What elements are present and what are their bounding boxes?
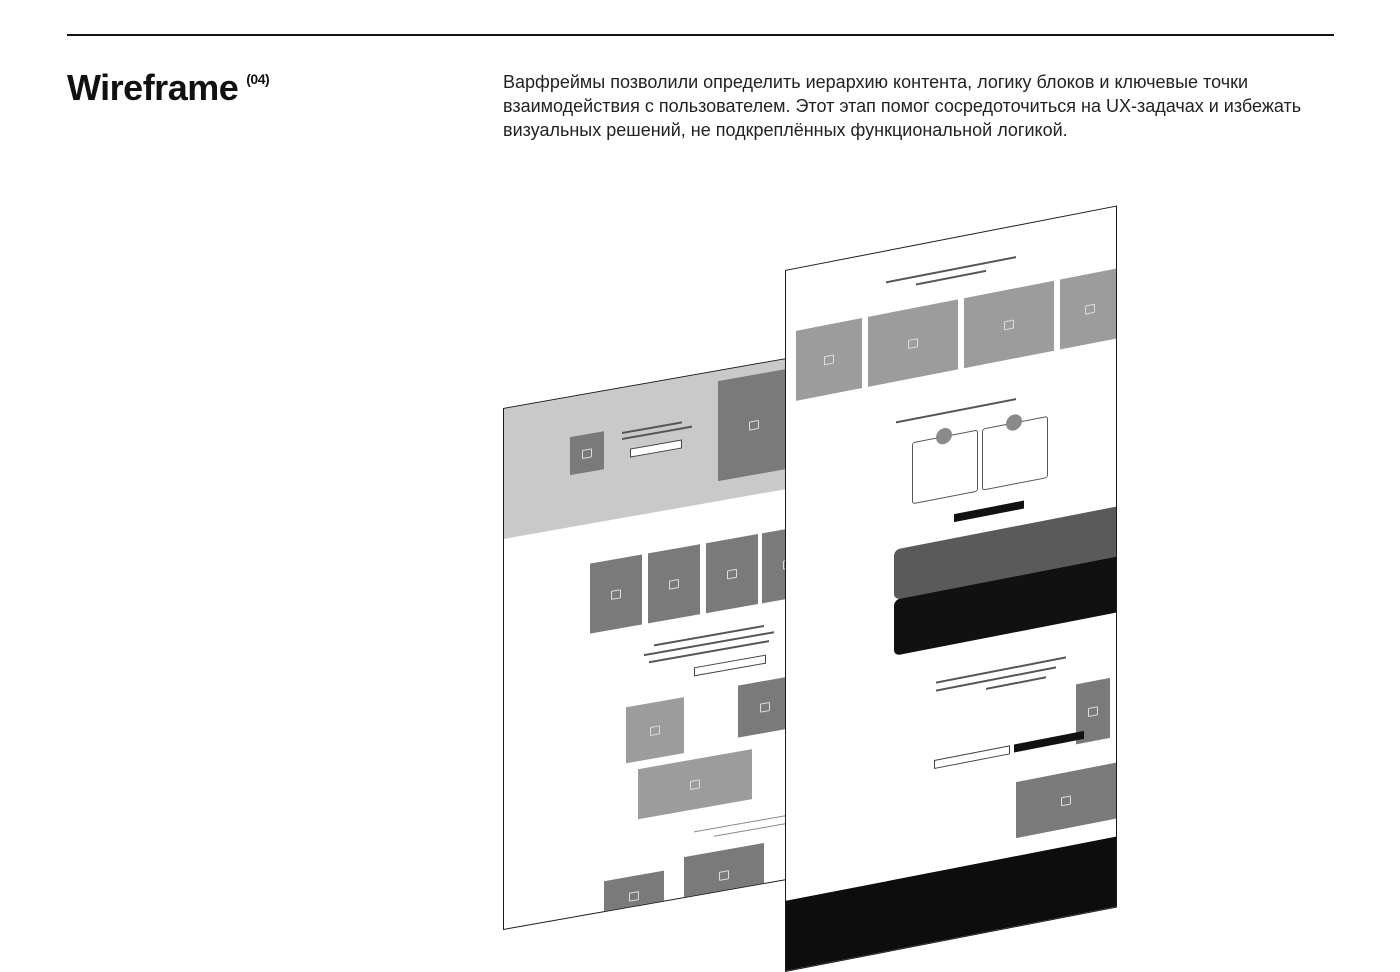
image-placeholder	[738, 676, 792, 738]
image-placeholder	[684, 843, 764, 907]
wire-button	[694, 655, 766, 677]
footer-block	[786, 837, 1116, 971]
text-line	[896, 398, 1016, 423]
service-card	[638, 749, 752, 819]
image-placeholder	[604, 871, 664, 922]
text-line	[886, 256, 1016, 283]
wire-button	[954, 501, 1024, 523]
image-placeholder	[570, 431, 604, 475]
map-placeholder	[1016, 763, 1116, 838]
section-number: (04)	[246, 71, 270, 87]
wireframe-page-about	[785, 205, 1117, 972]
section-description: Варфреймы позволили определить иерархию контента, логику блоков и ключевые точки взаимодействия с пользователем. Этот этап помог сосредоточиться на UX-задачах и избежать визуальных решений, не подкреплённых функциональной логикой.	[503, 72, 1302, 140]
wire-button	[1014, 731, 1084, 753]
service-card	[626, 697, 684, 763]
wire-input	[934, 745, 1010, 769]
image-placeholder	[648, 544, 700, 623]
image-placeholder	[718, 368, 790, 481]
master-card	[868, 299, 958, 386]
master-card	[1060, 268, 1117, 350]
text-line	[916, 270, 986, 286]
master-card	[964, 281, 1054, 368]
section-title-text: Wireframe	[67, 67, 239, 108]
image-placeholder	[590, 554, 642, 633]
image-placeholder	[706, 534, 758, 613]
master-card	[796, 318, 862, 401]
